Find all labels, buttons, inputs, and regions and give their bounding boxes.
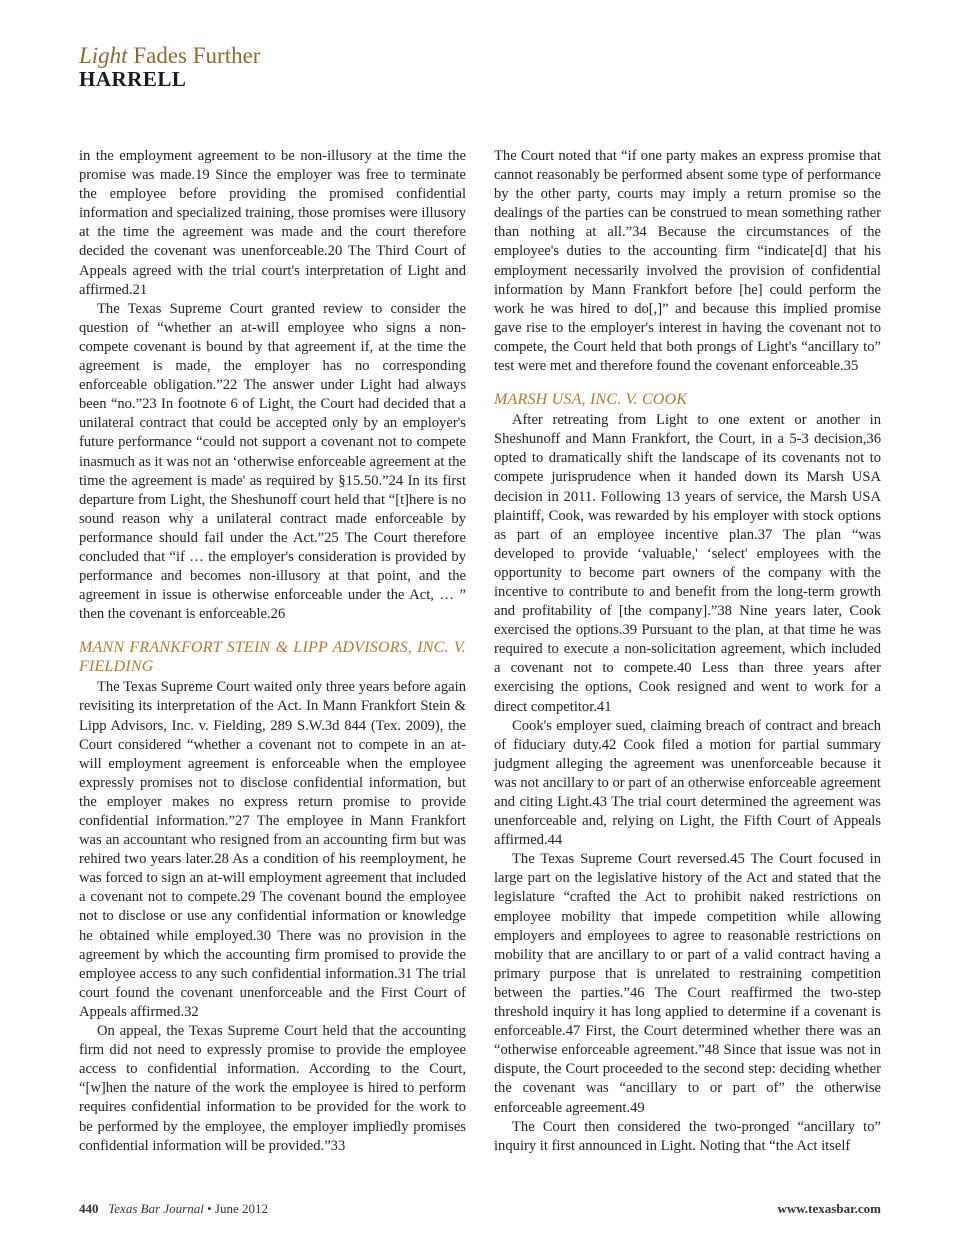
article-title-rest: Fades Further <box>127 43 261 68</box>
left-paragraph-4: On appeal, the Texas Supreme Court held that the accounting firm did not need to expressly promise to provide the employee access to confidential information. According to the Court, “[w]hen the nature of the work the employee is hired to perform requires confidential information to be provided for the work to be performed by the employee, the employer impliedly promises confidential information will be provided.”33 <box>79 1023 466 1154</box>
left-paragraph-2: The Texas Supreme Court granted review to consider the question of “whether an at-will employee who signs a non-compete covenant is bound by that agreement if, at the time the agreement is made, the employer has no corresponding enforceable obligation.”22 The answer under Light had always been “no.”23 In footnote 6 of Light, the Court had decided that a unilateral contract that could be accepted only by an employer's future performance “could not support a covenant not to compete inasmuch as it was not an ‘otherwise enforceable agreement at the time the agreement is made' as required by §15.50.”24 In its first departure from Light, the Sheshunoff court held that “[t]here is no sound reason why a unilateral contract made enforceable by performance should fail under the Act.”25 The Court therefore concluded that “if … the employer's consideration is provided by performance and becomes non-illusory at that point, and the agreement in issue is otherwise enforceable under the Act, … ” then the covenant is enforceable.26 <box>79 300 466 623</box>
website-link[interactable]: www.texasbar.com <box>777 1201 881 1216</box>
author-name: HARRELL <box>79 67 187 91</box>
page-number: 440 <box>79 1201 99 1216</box>
section-heading-marsh-usa: MARSH USA, INC. V. COOK <box>494 391 688 409</box>
footer-separator: • <box>207 1201 212 1216</box>
left-paragraph-1: in the employment agreement to be non-illusory at the time the promise was made.19 Since the employer was free to terminate the employee before providing the promised confidential information and specialized training, those promises were illusory at the time the agreement was made and the court therefore decided the covenant was unenforceable.20 The Third Court of Appeals agreed with the trial court's interpretation of Light and affirmed.21 <box>79 148 466 298</box>
right-paragraph-1: The Court noted that “if one party makes an express promise that cannot reasonably be performed absent some type of performance by the other party, courts may imply a return promise so the dealings of the parties can be construed to mean something rather than nothing at all.”34 Because the circumstances of the employee's duties to the accounting firm “indicate[d] that his employment necessarily involved the provision of confidential information by Mann Frankfort before [he] could perform the work he was hired to do[,]” and because this implied promise gave rise to the employer's interest in having the covenant not to compete, the Court held that both prongs of Light's “ancillary to” test were met and therefore found the covenant enforceable.35 <box>494 148 881 375</box>
right-column <box>494 147 881 1156</box>
left-column <box>79 147 466 1156</box>
running-head <box>79 44 260 90</box>
right-paragraph-4: The Texas Supreme Court reversed.45 The Court focused in large part on the legislative history of the Act and stated that the legislature “crafted the Act to prohibit naked restrictions on employee mobility that impede competition while allowing employers and employees to agree to reasonable restrictions on mobility that are ancillary to or part of a valid contract having a primary purpose that is unrelated to restraining competition between the parties.”46 The Court reaffirmed the two-step threshold inquiry it has long applied to determine if a covenant is enforceable.47 First, the Court determined whether there was an “otherwise enforceable agreement.”48 Since that issue was not in dispute, the Court proceeded to the second step: deciding whether the covenant was “ancillary to or part of” the otherwise enforceable agreement.49 <box>494 851 881 1116</box>
journal-name: Texas Bar Journal <box>108 1201 204 1216</box>
issue-date: June 2012 <box>214 1201 268 1216</box>
section-heading-mann-frankfort: MANN FRANKFORT STEIN & LIPP ADVISORS, INC. V. FIELDING <box>79 639 466 676</box>
right-paragraph-2: After retreating from Light to one extent or another in Sheshunoff and Mann Frankfort, the Court, in a 5-3 decision,36 opted to dramatically shift the landscape of its covenants not to compete jurisprudence when it handed down its Marsh USA decision in 2011. Following 13 years of service, the Marsh USA plaintiff, Cook, was rewarded by his employer with stock options as part of an employee incentive plan.37 The plan “was developed to provide ‘valuable,' ‘select' employees with the opportunity to become part owners of the company with the incentive to contribute to and benefit from the long-term growth and profitability of [the company].”38 Nine years later, Cook exercised the options.39 Pursuant to the plan, at that time he was required to execute a non-solicitation agreement, which included a covenant not to compete.40 Less than three years after exercising the options, Cook resigned and went to work for a direct competitor.41 <box>494 412 881 715</box>
right-paragraph-3: Cook's employer sued, claiming breach of contract and breach of fiduciary duty.42 Cook filed a motion for partial summary judgment alleging the agreement was unenforceable because it was not ancillary to or part of an otherwise enforceable agreement and citing Light.43 The trial court determined the agreement was unenforceable and, relying on Light, the Fifth Court of Appeals affirmed.44 <box>494 717 881 849</box>
right-paragraph-5: The Court then considered the two-pronged “ancillary to” inquiry it first announced in Light. Noting that “the Act itself <box>494 1118 881 1154</box>
article-title-italic: Light <box>79 43 128 68</box>
left-paragraph-3: The Texas Supreme Court waited only three years before again revisiting its interpretation of the Act. In Mann Frankfort Stein & Lipp Advisors, Inc. v. Fielding, 289 S.W.3d 844 (Tex. 2009), the Court considered “whether a covenant not to compete in an at-will employment agreement is enforceable when the employee expressly promises not to disclose confidential information, but the employer makes no express return promise to provide confidential information.”27 The employee in Mann Frankfort was an accountant who resigned from an accounting firm but was rehired two years later.28 As a condition of his reemployment, he was forced to sign an at-will employment agreement that included a covenant not to compete.29 The covenant bound the employee not to disclose or use any confidential information or knowledge he obtained while employed.30 There was no provision in the agreement by which the accounting firm promised to provide the employee access to any such confidential information.31 The trial court found the covenant unenforceable and the First Court of Appeals affirmed.32 <box>79 679 466 1020</box>
article-title <box>79 44 260 67</box>
page-footer <box>79 1201 881 1217</box>
